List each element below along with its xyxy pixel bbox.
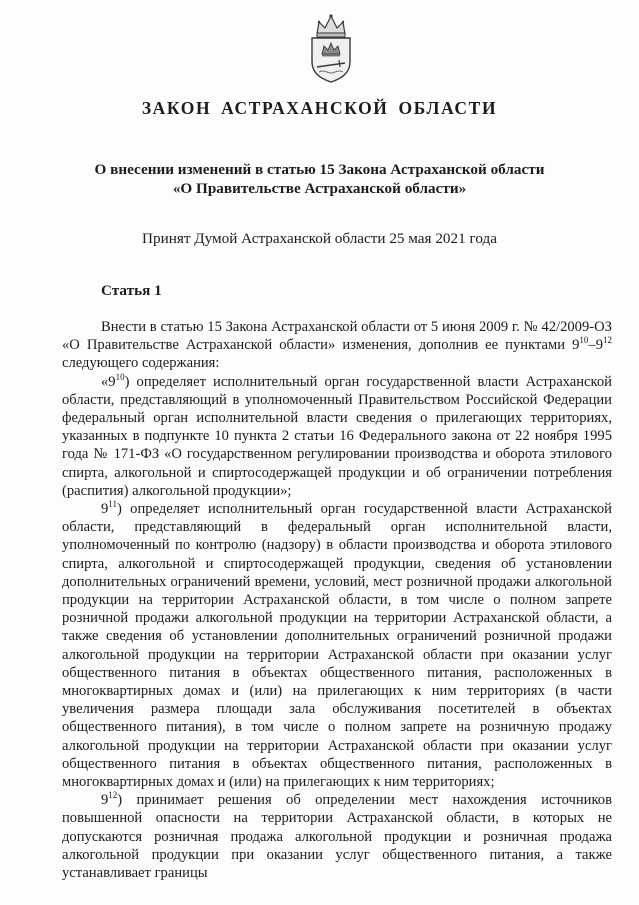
superscript: 10	[115, 371, 125, 382]
paragraph-item-9-12	[62, 791, 612, 882]
paragraph-intro-text-c: следующего содержания:	[62, 355, 220, 372]
item-text: ) определяет исполнительный орган государственной власти Астраханской области, представляющий в федеральный орган исполнительной власти, уполномоченный по контролю (надзору) в области производства и оборота этилового спирта, алкогольной и спиртосодержащей продукции, сведения об установлении дополнительных ограничений времени, условий, мест розничной продажи алкогольной продукции на территории Астраханской области, в том числе о полном запрете розничной продажи алкогольной продукции на территории Астраханской области, а также сведения об установлении дополнительных ограничений розничной продажи алкогольной продукции на территории Астраханской области при оказании услуг общественного питания в объектах общественного питания, расположенных в многоквартирных домах и (или) на прилегающих к ним территориях (в части увеличения размера площади зала обслуживания посетителей в объектах общественного питания), в том числе о полном запрете на розничную продажу алкогольной продукции на территории Астраханской области при оказании услуг общественного питания в объектах общественного питания, расположенных в многоквартирных домах и (или) на прилегающих к ним территориях;	[62, 501, 612, 791]
superscript: 11	[108, 499, 117, 510]
subtitle-line-1: О внесении изменений в статью 15 Закона Астраханской области	[94, 161, 545, 178]
item-number: «9	[101, 373, 116, 390]
superscript: 12	[603, 335, 612, 346]
paragraph-item-9-11	[62, 500, 612, 791]
paragraph-intro-text-a: Внести в статью 15 Закона Астраханской области от 5 июня 2009 г. № 42/2009-ОЗ «О Правительстве Астраханской области» изменения, дополнив ее пунктами 9	[62, 319, 612, 354]
coat-of-arms-emblem	[303, 12, 359, 84]
paragraph-intro-text-b: –9	[588, 337, 603, 354]
law-title: ЗАКОН АСТРАХАНСКОЙ ОБЛАСТИ	[141, 98, 498, 118]
article-body	[62, 318, 612, 882]
superscript: 12	[108, 790, 118, 801]
law-subtitle	[0, 160, 639, 198]
superscript: 10	[579, 335, 589, 346]
item-number: 9	[101, 792, 109, 809]
subtitle-line-2: «О Правительстве Астраханской области»	[172, 180, 467, 197]
item-text: ) определяет исполнительный орган государственной власти Астраханской области, представляющий в уполномоченный Правительством Российской Федерации федеральный орган исполнительной власти сведения о прилегающих территориях, указанных в подпункте 10 пункта 2 статьи 16 Федерального закона от 22 ноября 1995 года № 171-ФЗ «О государственном регулировании производства и оборота этилового спирта, алкогольной и спиртосодержащей продукции и об ограничении потребления (распития) алкогольной продукции»;	[62, 373, 612, 499]
article-heading: Статья 1	[101, 282, 162, 299]
paragraph-intro	[62, 318, 612, 373]
paragraph-item-9-10	[62, 373, 612, 500]
adoption-line: Принят Думой Астраханской области 25 мая 2021 года	[142, 230, 497, 247]
item-text: ) принимает решения об определении мест нахождения источников повышенной опасности на территории Астраханской области, в которых не допускаются розничная продажа алкогольной продукции и розничная продажа алкогольной продукции при оказании услуг общественного питания, а также устанавливает границы	[62, 792, 612, 882]
item-number: 9	[101, 501, 109, 518]
